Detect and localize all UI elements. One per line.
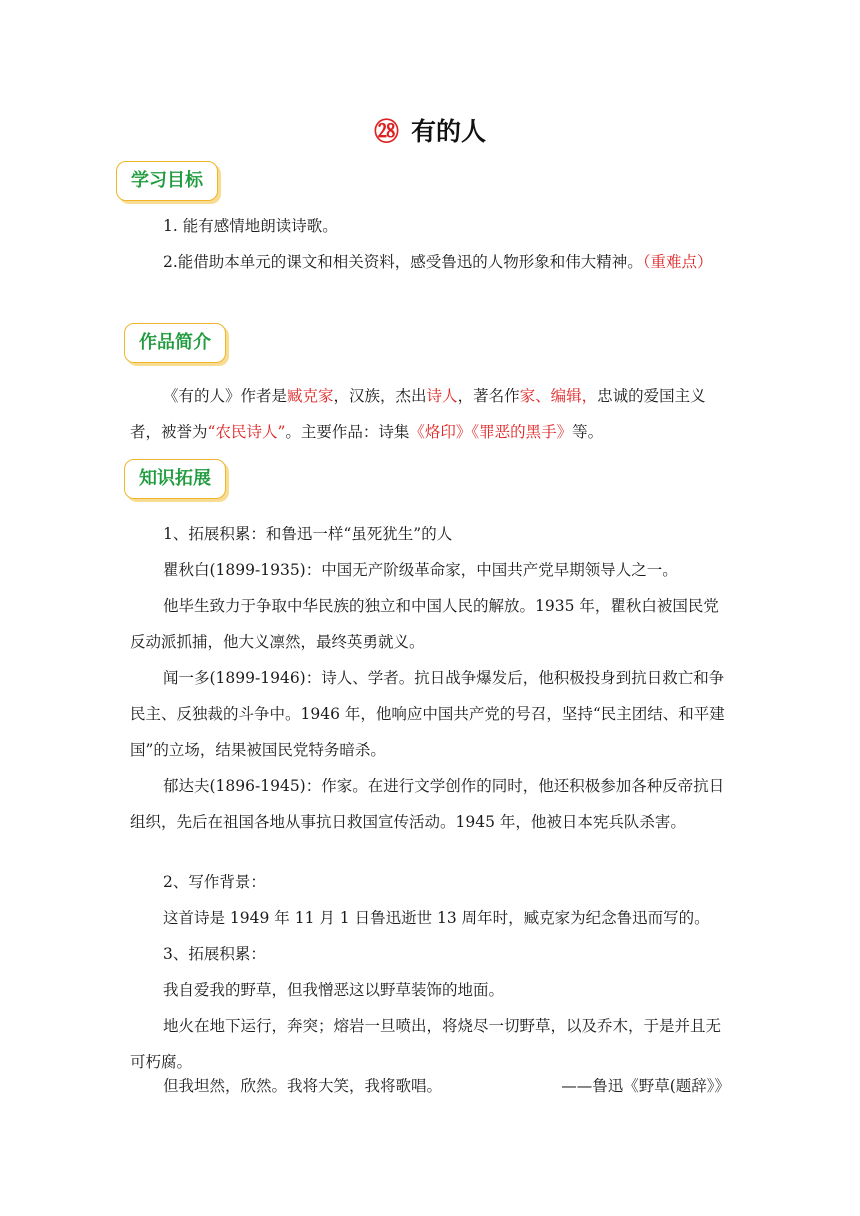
page-title bbox=[0, 112, 860, 148]
roles-label: 家、编辑， bbox=[519, 387, 598, 405]
extension-line-9: 我自爱我的野草，但我憎恶这以野草装饰的地面。 bbox=[163, 981, 505, 999]
section-heading: 学习目标 bbox=[131, 170, 203, 191]
extension-line-3: 他毕生致力于争取中华民族的独立和中国人民的解放。1935 年，瞿秋白被国民党反动派抓捕，他大义凛然，最终英勇就义。 bbox=[130, 597, 719, 651]
extension-line-2: 瞿秋白(1899-1935)：中国无产阶级革命家，中国共产党早期领导人之一。 bbox=[163, 561, 678, 579]
section-heading: 知识拓展 bbox=[139, 468, 211, 489]
poet-label: 诗人 bbox=[426, 387, 458, 405]
intro-paragraph: 《有的人》作者是臧克家，汉族，杰出诗人，著名作家、编辑，忠诚的爱国主义者，被誉为“农民诗人”。主要作品：诗集《烙印》《罪恶的黑手》等。 bbox=[130, 387, 706, 441]
section-badge-extension bbox=[124, 459, 226, 499]
extension-line-1: 1、拓展积累：和鲁迅一样“虽死犹生”的人 bbox=[163, 525, 453, 543]
extension-line-4: 闻一多(1899-1946)：诗人、学者。抗日战争爆发后，他积极投身到抗日救亡和争民主、反独裁的斗争中。1946 年，他响应中国共产党的号召，坚持“民主团结、和平建国”的立场，结果被国民党特务暗杀。 bbox=[130, 669, 725, 759]
extension-line-10: 地火在地下运行，奔突；熔岩一旦喷出，将烧尽一切野草，以及乔木，于是并且无可朽腐。 bbox=[130, 1017, 722, 1071]
lesson-number: ㉘ bbox=[373, 117, 399, 146]
goal-item-2: 2.能借助本单元的课文和相关资料，感受鲁迅的人物形象和伟大精神。（重难点） bbox=[163, 253, 713, 271]
extension-line-8: 3、拓展积累： bbox=[163, 945, 266, 963]
extension-line-5: 郁达夫(1896-1945)：作家。在进行文学创作的同时，他还积极参加各种反帝抗日组织，先后在祖国各地从事抗日救国宣传活动。1945 年，他被日本宪兵队杀害。 bbox=[130, 777, 725, 831]
extension-line-6: 2、写作背景： bbox=[163, 873, 266, 891]
extension-line-last bbox=[130, 1068, 730, 1104]
extension-line-7: 这首诗是 1949 年 11 月 1 日鲁迅逝世 13 周年时，臧克家为纪念鲁迅而写的。 bbox=[163, 909, 710, 927]
section-badge-goals bbox=[116, 161, 218, 201]
goal-item-1: 1. 能有感情地朗读诗歌。 bbox=[163, 217, 338, 235]
quote-attribution: ——鲁迅《野草(题辞》》 bbox=[561, 1077, 730, 1095]
key-note: （重难点） bbox=[642, 253, 713, 271]
nickname-label: “农民诗人” bbox=[207, 423, 286, 441]
section-heading: 作品简介 bbox=[139, 332, 211, 353]
author-name: 臧克家 bbox=[287, 387, 334, 405]
works-label: 《烙印》《罪恶的黑手》 bbox=[409, 423, 573, 441]
quote-text: 但我坦然，欣然。我将大笑，我将歌唱。 bbox=[163, 1077, 443, 1095]
section-badge-intro bbox=[124, 323, 226, 363]
lesson-title: 有的人 bbox=[411, 117, 487, 146]
